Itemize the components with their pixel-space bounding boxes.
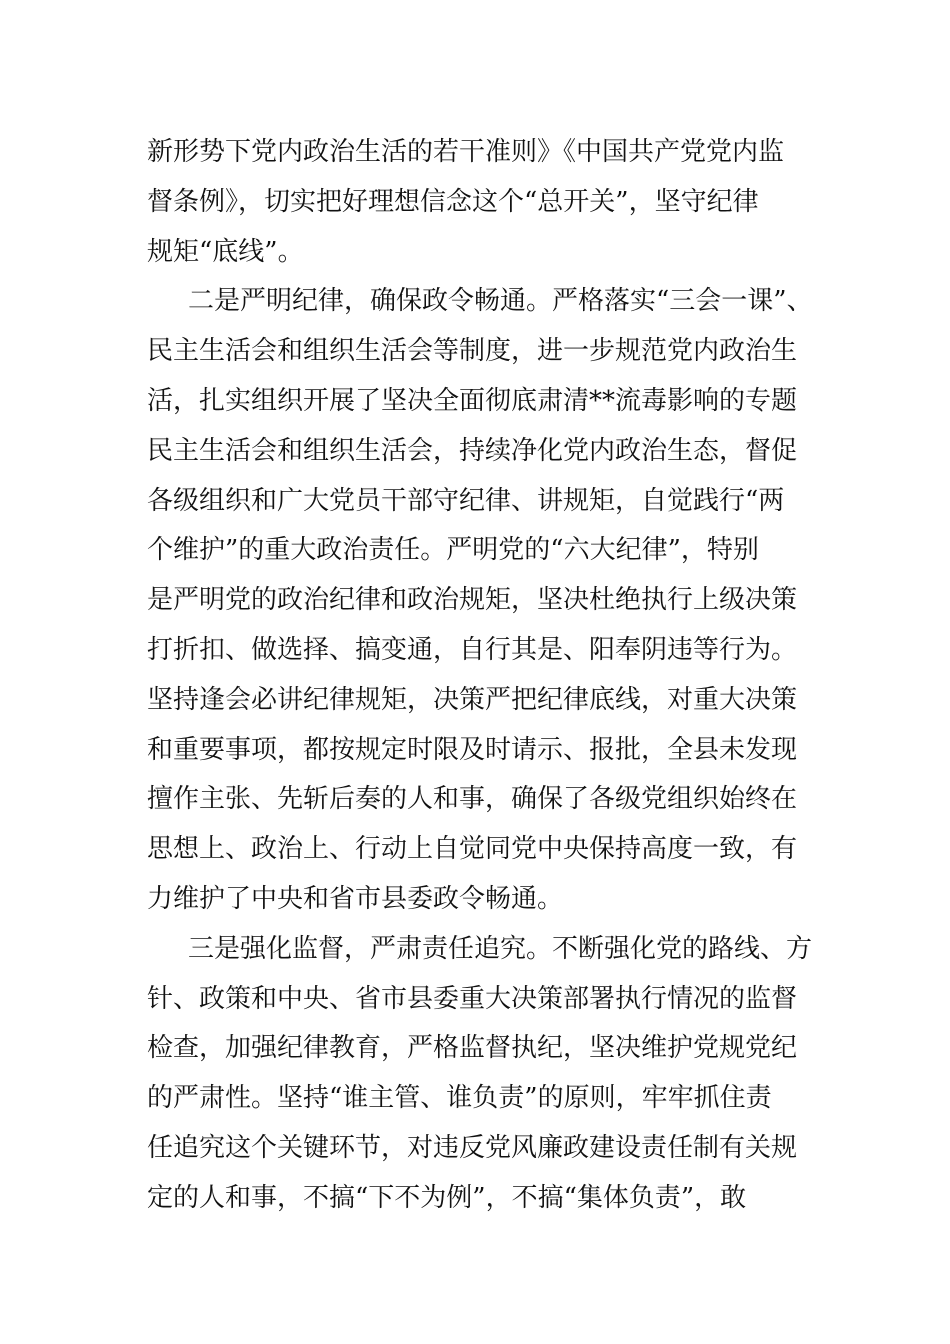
text-line: 和重要事项，都按规定时限及时请示、报批，全县未发现 <box>147 734 798 765</box>
text-line: 定的人和事，不搞“下不为例”，不搞“集体负责”，敢 <box>147 1182 747 1213</box>
text-line: 督条例》，切实把好理想信念这个“总开关”，坚守纪律 <box>147 186 759 217</box>
text-line: 是严明党的政治纪律和政治规矩，坚决杜绝执行上级决策 <box>147 585 798 616</box>
text-line: 个维护”的重大政治责任。严明党的“六大纪律”，特别 <box>147 535 759 566</box>
text-line: 打折扣、做选择、搞变通，自行其是、阳奉阴违等行为。 <box>147 634 798 665</box>
text-line: 新形势下党内政治生活的若干准则》《中国共产党党内监 <box>147 137 785 167</box>
text-line: 各级组织和广大党员干部守纪律、讲规矩，自觉践行“两 <box>147 485 785 516</box>
text-line: 的严肃性。坚持“谁主管、谁负责”的原则，牢牢抓住责 <box>147 1083 772 1114</box>
text-line: 规矩“底线”。 <box>147 236 304 267</box>
text-line: 民主生活会和组织生活会，持续净化党内政治生态，督促 <box>147 435 798 466</box>
text-line: 力维护了中央和省市县委政令畅通。 <box>147 883 564 914</box>
paragraph-start-line: 三是强化监督，严肃责任追究。不断强化党的路线、方 <box>188 933 813 964</box>
text-line: 针、政策和中央、省市县委重大决策部署执行情况的监督 <box>147 983 798 1014</box>
text-line: 活，扎实组织开展了坚决全面彻底肃清**流毒影响的专题 <box>147 385 798 416</box>
paragraph-start-line: 二是严明纪律，确保政令畅通。严格落实“三会一课”、 <box>188 286 813 317</box>
text-line: 检查，加强纪律教育，严格监督执纪，坚决维护党规党纪 <box>147 1033 798 1064</box>
text-line: 思想上、政治上、行动上自觉同党中央保持高度一致，有 <box>147 834 798 865</box>
text-line: 任追究这个关键环节，对违反党风廉政建设责任制有关规 <box>147 1132 798 1163</box>
text-line: 擅作主张、先斩后奏的人和事，确保了各级党组织始终在 <box>147 784 798 815</box>
body-text <box>147 128 847 1224</box>
text-line: 民主生活会和组织生活会等制度，进一步规范党内政治生 <box>147 336 798 367</box>
text-line: 坚持逢会必讲纪律规矩，决策严把纪律底线，对重大决策 <box>147 684 798 715</box>
